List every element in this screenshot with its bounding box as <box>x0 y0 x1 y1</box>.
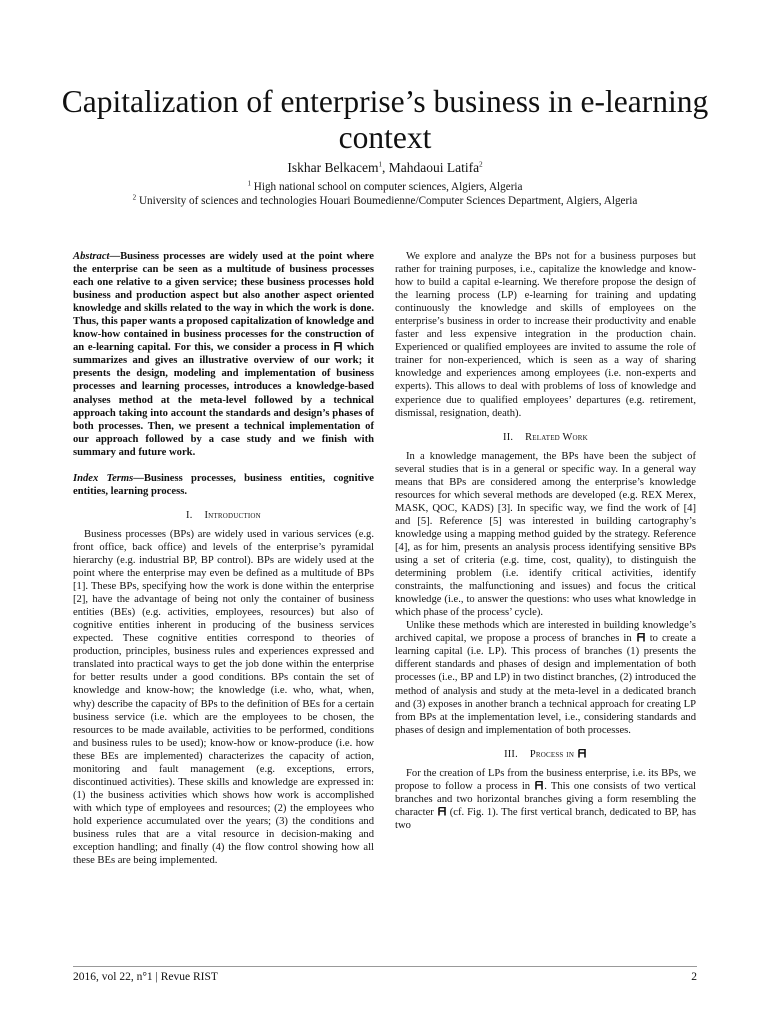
affiliation-mark: 1 <box>247 179 251 188</box>
paragraph-text: . This one consists of two vertical branches and two horizontal branches giving a form resembling the character <box>395 780 696 818</box>
affiliation <box>40 180 730 194</box>
body-paragraph <box>395 767 696 832</box>
section-title: Introduction <box>204 509 261 521</box>
pi-shape-icon <box>535 781 543 790</box>
author-affiliation-mark: 1 <box>378 160 382 169</box>
author-affiliation-mark: 2 <box>479 160 483 169</box>
abstract-text: Business processes are widely used at the point where the enterprise can be seen as a multitude of business processes each one relative to a given service; these business processes hold business and production aspect but also another aspect oriented knowledge and skills related to the way in which the work is done. Thus, this paper wants a proposed capitalization of knowledge and know-how contained in business processes for the construction of an e-learning capital. For this, we consider a process in <box>73 251 375 354</box>
section-number: III. <box>504 748 518 760</box>
footer-citation: 2016, vol 22, n°1 | Revue RIST <box>73 971 218 983</box>
left-column <box>73 250 374 867</box>
affiliation-mark: 2 <box>132 193 137 202</box>
abstract-text: which summarizes and gives an illustrative overview of our work; it presents the design, modeling and implementation of business processes and learning processes, introduces a knowledge-based analyses method at the meta-level followed by a technical approach taking into account the standards and design’s phases of both processes. Then, we present a technical implementation of our approach followed by a case study and we finish with summary and future work. <box>73 342 375 458</box>
section-heading-introduction <box>73 509 374 522</box>
page-number: 2 <box>691 971 697 983</box>
affiliation <box>40 194 730 208</box>
affiliation-text: University of sciences and technologies Houari Boumedienne/Computer Sciences Department, Algiers, Algeria <box>136 195 638 207</box>
index-terms-label: Index Terms <box>73 472 134 484</box>
paper-title: Capitalization of enterprise’s business in e-learning context <box>61 84 709 155</box>
author-name: Mahdaoui Latifa <box>388 160 480 175</box>
footer-rule <box>73 966 697 967</box>
authors-line <box>40 160 730 176</box>
body-paragraph: We explore and analyze the BPs not for a business purposes but rather for training purposes, i.e., capitalize the knowledge and know-how to build a capital e-learning. We therefore propose the design of the learning process (LP) e-learning for training and updating continuously the knowledge and skills of employees on the enterprise’s business in order to increase their productivity and enable faster and less expensive integration in the production chain. Experienced or qualified employees are invited to assume the role of trainer for non-experienced, which is seen as a way of sharing knowledge and experiences among employees (i.e. non-experts and experts). This allows to deal with problems of loss of knowledge and experience due to qualified employees’ departures (e.g. retirement, dismissal, resignation, death). <box>395 251 696 419</box>
pi-shape-icon <box>637 633 645 642</box>
paragraph-text: For the creation of LPs from the business enterprise, i.e. its BPs, we propose to follow a process in <box>395 767 696 792</box>
paragraph-text: to create a learning capital (i.e. LP). This process of branches (1) presents the different standards and phases of design and implementation of both processes (i.e., BP and LP) in two distinct branches, (2) introduced the method of analysis and study at the meta-level in a dedicated branch and (3) exposes in another branch a technical approach for creating LP from BPs at the implementation level, i.e., considering standards and phases of design and implementation of both processes. <box>395 633 696 736</box>
section-number: I. <box>186 509 193 521</box>
body-paragraph <box>395 619 696 736</box>
pi-shape-icon <box>438 807 446 816</box>
right-column <box>395 250 696 832</box>
index-terms-text: Business processes, business entities, cognitive entities, learning process. <box>73 472 374 497</box>
body-paragraph: In a knowledge management, the BPs have been the subject of several studies that is in a general or specific way. In a general way means that BPs are considered among the enterprise’s knowledge resources for which several methods are developed (e.g. REX Merex, MASK, QOC, KADS) [3]. In specific way, we find the work of [4] and [5]. Reference [5] was interested in building cartography’s knowledge using a mapping method guided by the strategy. Reference [4], as for him, presents an analysis process identifying sensitive BPs using a set of criteria (e.g. time, cost, quality), to distinguish the determining problem (i.e. identify critical activities, identify constraints, the malfunctioning and issues) and focus the critical knowledge (i.e., to answer the questions: who uses what knowledge in which phase of the process’ cycle). <box>395 450 696 619</box>
paragraph-text: Unlike these methods which are interested in building knowledge’s archived capital, we propose a process of branches in <box>395 620 696 645</box>
affiliation-text: High national school on computer sciences, Algiers, Algeria <box>250 181 523 193</box>
abstract-dash: — <box>109 251 121 262</box>
pi-shape-icon <box>578 749 586 758</box>
section-title: Related Work <box>525 431 588 443</box>
section-number: II. <box>503 431 514 443</box>
index-terms-dash: — <box>133 472 144 484</box>
abstract-label: Abstract <box>73 251 110 262</box>
abstract <box>73 250 374 459</box>
author-separator: , <box>382 160 389 175</box>
section-heading-related-work <box>395 431 696 444</box>
body-paragraph: Business processes (BPs) are widely used in various services (e.g. front office, back office) and levels of the enterprise’s pyramidal hierarchy (e.g. industrial BP, BP control). BPs are widely used at the point where the enterprise may even be defined as a multitude of BPs [1]. These BPs, specifying how the work is done within the enterprise [2], have the advantage of being not only the container of business entities (BEs) (e.g. activities, employees, resources) but also of cognitive entities inherent in producing of the business services expected. These cognitive entities correspond to theories of production, principles, business rules and experiences expressed and translated into practical ways to get the job done within the enterprise for better results under a good conditions. BPs contain the set of knowledge and know-how; the knowledge (i.e. who, what, when, why) describe the capacity of BPs to the definition of BEs for a certain business service (i.e. which are the employees to be chosen, the resources to be made available, activities to be performed, conditions and business rules to be used); know-how or know-produce (i.e. how these BEs are implemented) characterizes the capacity of action, monitoring and fault management (e.g. exceptions, errors, discontinued activities). These skills and knowledge are expressed in: (1) the business activities which shows how work is accomplished with which type of employees and resources; (2) the employees who hold experience accumulated over the years; (3) the conditions and business rules that are a vital resource in decision-making and exception handling; and finally (4) the flow control showing how all these BEs are being implemented. <box>73 528 374 867</box>
author-name: Iskhar Belkacem <box>287 160 379 175</box>
section-title: Process in <box>529 748 575 760</box>
pi-shape-icon <box>334 342 342 351</box>
paragraph-text: (cf. Fig. 1). The first vertical branch, dedicated to BP, has two <box>395 806 696 831</box>
section-heading-process <box>395 748 696 761</box>
index-terms <box>73 472 374 498</box>
